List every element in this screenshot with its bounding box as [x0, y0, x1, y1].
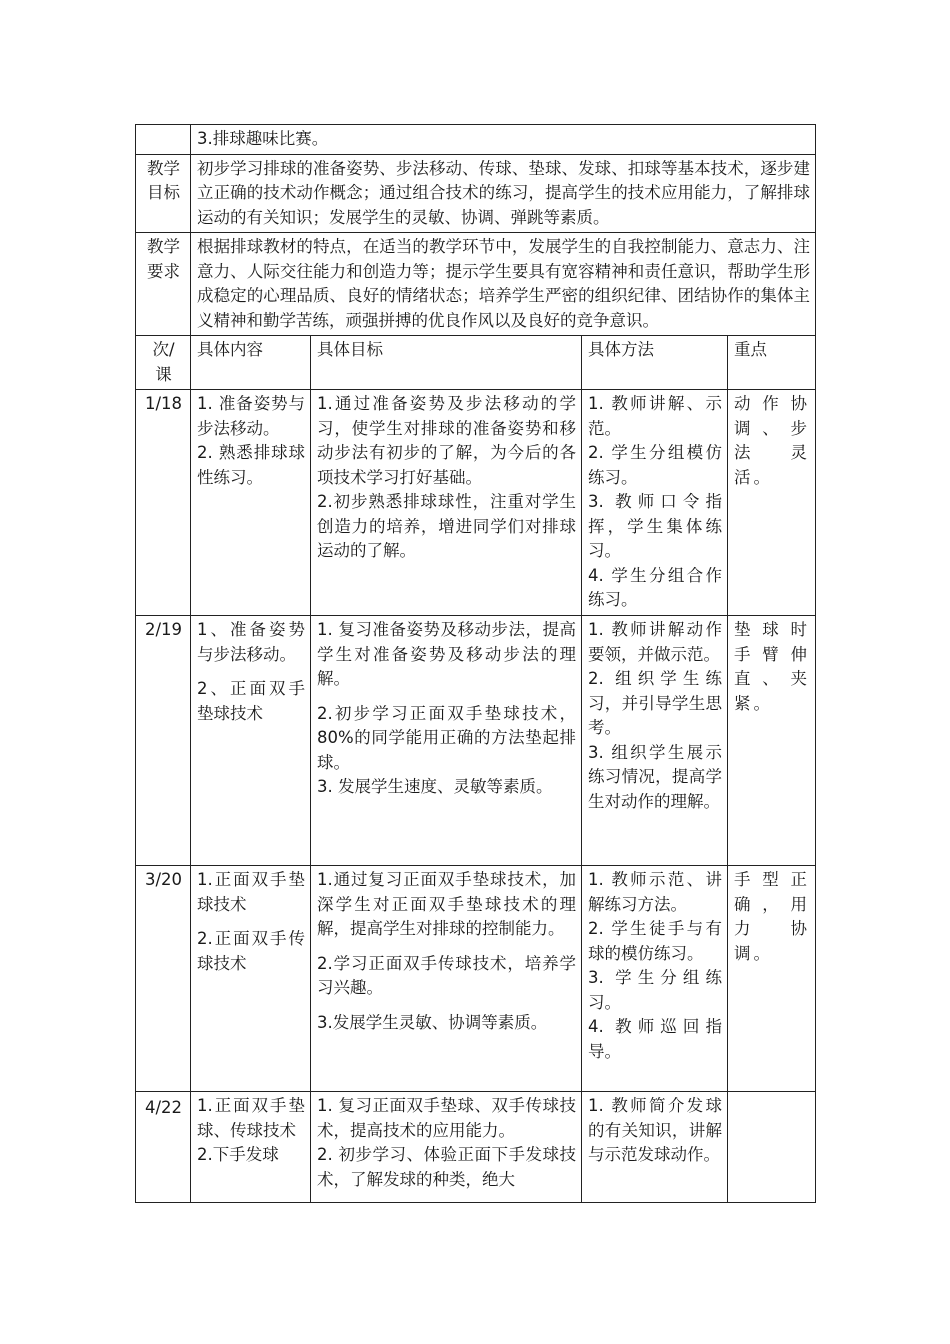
- objective-item: 3. 发展学生速度、灵敏等素质。: [317, 777, 553, 796]
- lesson-content: [191, 616, 311, 866]
- lesson-number: 2/19: [136, 616, 191, 866]
- lesson-row: [136, 866, 816, 1092]
- objective-item: 1. 复习正面双手垫球、双手传球技术，提高技术的应用能力。: [317, 1096, 576, 1140]
- method-item: 3. 教师口令指挥，学生集体练习。: [588, 492, 722, 560]
- lesson-focus: 手型正确，用力协调。: [728, 866, 816, 1092]
- lesson-focus: 动作协调、步法灵活。: [728, 390, 816, 616]
- objective-item: 1.通过复习正面双手垫球技术，加深学生对正面双手垫球技术的理解，提高学生对排球的控制能力。: [317, 870, 576, 938]
- header-lesson-line: 次/: [152, 340, 175, 359]
- lesson-row: [136, 616, 816, 866]
- lesson-content: [191, 866, 311, 1092]
- content-item: 2.下手发球: [197, 1145, 279, 1164]
- content-item: 1、准备姿势与步法移动。: [197, 620, 305, 664]
- content-item: 1.正面双手垫球、传球技术: [197, 1096, 305, 1140]
- method-item: 1. 教师简介发球的有关知识，讲解与示范发球动作。: [588, 1096, 722, 1164]
- objective-item: 2.初步熟悉排球球性，注重对学生创造力的培养，增进同学们对排球运动的了解。: [317, 492, 576, 560]
- lesson-focus: [728, 1092, 816, 1203]
- method-item: 1. 教师示范、讲解练习方法。: [588, 870, 722, 914]
- lesson-method: [582, 866, 728, 1092]
- content-item: 1.正面双手垫球技术: [197, 870, 305, 914]
- lesson-content: [191, 1092, 311, 1203]
- header-focus: 重点: [728, 336, 816, 390]
- requirement-label-line: 教学: [147, 237, 180, 256]
- method-item: 1. 教师讲解、示范。: [588, 394, 722, 438]
- method-item: 2. 学生分组模仿练习。: [588, 443, 722, 487]
- goal-label-line: 教学: [147, 158, 180, 178]
- lesson-number: 4/22: [136, 1092, 191, 1203]
- top-row-label: [136, 125, 191, 155]
- lesson-objective: [311, 616, 582, 866]
- objective-item: 3.发展学生灵敏、协调等素质。: [317, 1012, 548, 1032]
- content-item: 1. 准备姿势与步法移动。: [197, 394, 305, 438]
- method-item: 3. 学生分组练习。: [588, 968, 722, 1012]
- requirement-label: [136, 233, 191, 336]
- requirement-text: 根据排球教材的特点，在适当的教学环节中，发展学生的自我控制能力、意志力、注意力、人际交往能力和创造力等；提示学生要具有宽容精神和责任意识，帮助学生形成稳定的心理品质、良好的情绪状态；培养学生严密的组织纪律、团结协作的集体主义精神和勤学苦练，顽强拼搏的优良作风以及良好的竞争意识。: [191, 233, 816, 336]
- header-method: 具体方法: [582, 336, 728, 390]
- goal-text: 初步学习排球的准备姿势、步法移动、传球、垫球、发球、扣球等基本技术，逐步建立正确的技术动作概念；通过组合技术的练习，提高学生的技术应用能力，了解排球运动的有关知识；发展学生的灵敏、协调、弹跳等素质。: [191, 154, 816, 233]
- goal-row: [136, 154, 816, 233]
- method-item: 1. 教师讲解动作要领，并做示范。: [588, 620, 722, 664]
- requirement-row: [136, 233, 816, 336]
- objective-item: 2.初步学习正面双手垫球技术，80%的同学能用正确的方法垫起排球。: [317, 703, 576, 772]
- method-item: 2. 组织学生练习，并引导学生思考。: [588, 669, 722, 737]
- goal-label-line: 目标: [147, 183, 180, 202]
- method-item: 4. 教师巡回指导。: [588, 1017, 722, 1061]
- objective-item: 2. 初步学习、体验正面下手发球技术，了解发球的种类，绝大: [317, 1145, 576, 1189]
- lesson-objective: [311, 1092, 582, 1203]
- objective-item: 1.通过准备姿势及步法移动的学习，使学生对排球的准备姿势和移动步法有初步的了解，为今后的各项技术学习打好基础。: [317, 394, 576, 487]
- top-row: [136, 125, 816, 155]
- lesson-method: [582, 1092, 728, 1203]
- content-item: 2.正面双手传球技术: [197, 929, 305, 973]
- header-objective: 具体目标: [311, 336, 582, 390]
- content-item: 2. 熟悉排球球性练习。: [197, 443, 305, 487]
- lesson-number: 1/18: [136, 390, 191, 616]
- objective-item: 2.学习正面双手传球技术，培养学习兴趣。: [317, 953, 576, 997]
- lesson-plan-table: [135, 124, 816, 1203]
- goal-label: [136, 154, 191, 233]
- lesson-focus: 垫球时手臂伸直、夹紧。: [728, 616, 816, 866]
- lesson-content: [191, 390, 311, 616]
- lesson-row: [136, 1092, 816, 1203]
- header-lesson-line: 课: [155, 364, 172, 384]
- method-item: 3. 组织学生展示练习情况，提高学生对动作的理解。: [588, 742, 722, 811]
- lesson-method: [582, 616, 728, 866]
- requirement-label-line: 要求: [147, 261, 180, 281]
- top-row-content: 3.排球趣味比赛。: [191, 125, 816, 155]
- header-content: 具体内容: [191, 336, 311, 390]
- content-item: 2、正面双手垫球技术: [197, 679, 305, 723]
- method-item: 2. 学生徒手与有球的模仿练习。: [588, 919, 722, 963]
- objective-item: 1. 复习准备姿势及移动步法，提高学生对准备姿势及移动步法的理解。: [317, 620, 576, 688]
- lesson-objective: [311, 866, 582, 1092]
- lesson-row: [136, 390, 816, 616]
- lesson-number: 3/20: [136, 866, 191, 1092]
- header-lesson: [136, 336, 191, 390]
- lesson-method: [582, 390, 728, 616]
- method-item: 4. 学生分组合作练习。: [588, 565, 722, 609]
- lesson-objective: [311, 390, 582, 616]
- header-row: [136, 336, 816, 390]
